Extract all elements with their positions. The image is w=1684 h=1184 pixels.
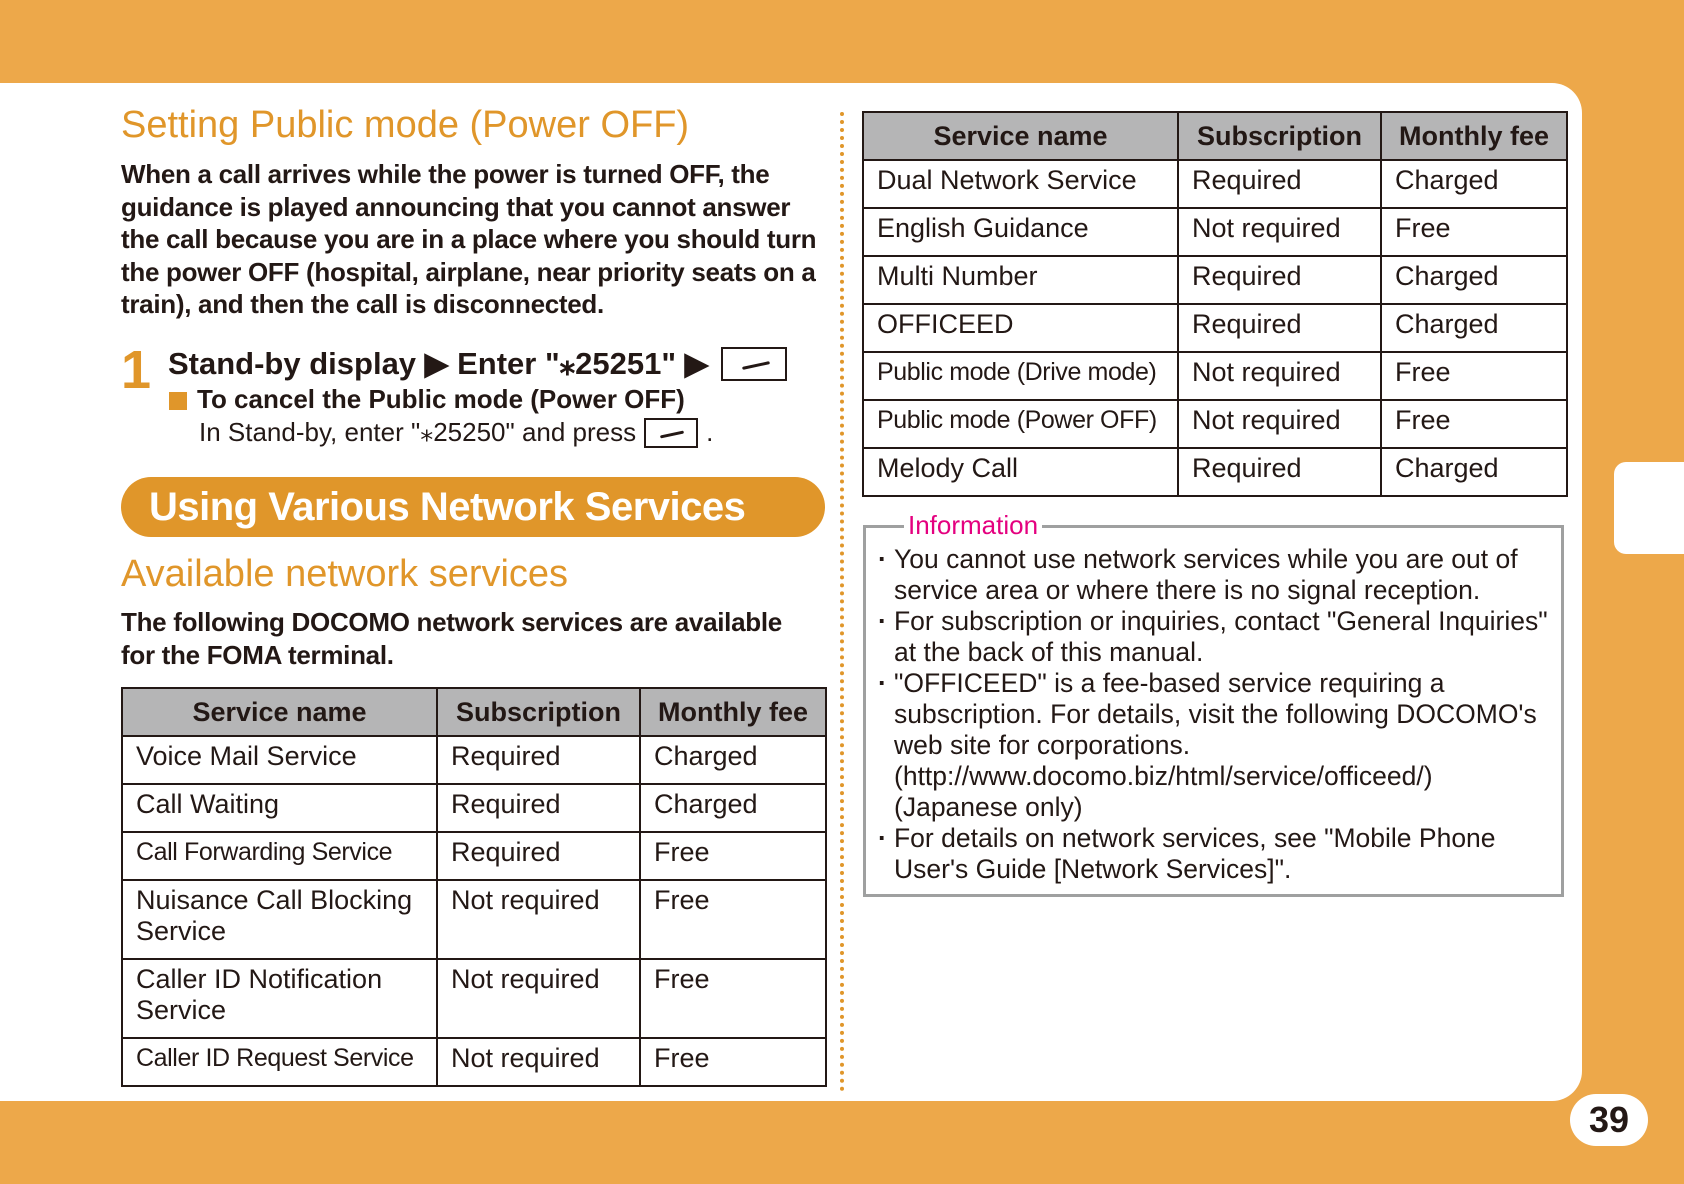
subscription: Required: [437, 736, 640, 784]
service-name: Multi Number: [863, 256, 1178, 304]
monthly-fee: Charged: [1381, 448, 1567, 496]
list-item: · For subscription or inquiries, contact "General Inquiries" at the back of this manual.: [878, 606, 1558, 668]
table-row: [122, 832, 826, 880]
information-list: [878, 544, 1558, 885]
list-item: · You cannot use network services while you are out of service area or where there is no signal reception.: [878, 544, 1558, 606]
header-subscription: Subscription: [1178, 112, 1381, 160]
table-row: [863, 352, 1567, 400]
monthly-fee: Free: [1381, 400, 1567, 448]
table-row: [122, 784, 826, 832]
square-bullet-icon: [169, 392, 187, 410]
monthly-fee: Free: [640, 1038, 826, 1086]
subscription: Required: [1178, 304, 1381, 352]
column-divider: [840, 112, 844, 1092]
subscription: Not required: [437, 1038, 640, 1086]
header-service-name: Service name: [863, 112, 1178, 160]
call-key-icon: [644, 418, 698, 448]
available-services-description: The following DOCOMO network services are available for the FOMA terminal.: [121, 607, 782, 670]
service-name: OFFICEED: [863, 304, 1178, 352]
table-row: [863, 160, 1567, 208]
services-table-left: [121, 687, 827, 1087]
table-row: [863, 400, 1567, 448]
monthly-fee: Free: [640, 959, 826, 1038]
monthly-fee: Free: [1381, 352, 1567, 400]
step-text: Stand-by display ▶ Enter "⁎25251" ▶: [168, 346, 709, 381]
subscription: Required: [1178, 448, 1381, 496]
list-item: · "OFFICEED" is a fee-based service requiring a subscription. For details, visit the following DOCOMO's web site for corporations. (http://www.docomo.biz/html/service/officeed/) (Japanese only): [878, 668, 1558, 823]
cancel-title: To cancel the Public mode (Power OFF): [169, 384, 685, 415]
subscription: Not required: [1178, 352, 1381, 400]
subscription: Required: [437, 832, 640, 880]
table-row: [122, 1038, 826, 1086]
header-subscription: Subscription: [437, 688, 640, 736]
chapter-side-tab: [1614, 462, 1684, 554]
information-title: Information: [904, 510, 1042, 541]
monthly-fee: Free: [640, 832, 826, 880]
step-number: 1: [121, 340, 152, 400]
section-banner: Using Various Network Services: [121, 477, 825, 537]
monthly-fee: Charged: [640, 784, 826, 832]
service-name: Call Forwarding Service: [122, 832, 437, 880]
call-key-icon: [721, 347, 787, 381]
cancel-instruction: In Stand-by, enter "⁎25250" and press .: [199, 417, 714, 447]
table-header-row: [863, 112, 1567, 160]
service-name: Caller ID Request Service: [122, 1038, 437, 1086]
table-row: [863, 256, 1567, 304]
service-name: Public mode (Power OFF): [863, 400, 1178, 448]
table-row: [122, 880, 826, 959]
monthly-fee: Charged: [1381, 256, 1567, 304]
header-monthly-fee: Monthly fee: [1381, 112, 1567, 160]
subscription: Not required: [437, 880, 640, 959]
service-name: Caller ID Notification Service: [122, 959, 437, 1038]
table-row: [122, 736, 826, 784]
available-services-heading: Available network services: [121, 553, 569, 595]
services-table-right: [862, 111, 1568, 497]
service-name: Nuisance Call Blocking Service: [122, 880, 437, 959]
monthly-fee: Free: [640, 880, 826, 959]
service-name: English Guidance: [863, 208, 1178, 256]
table-row: [122, 959, 826, 1038]
list-item: · For details on network services, see "Mobile Phone User's Guide [Network Services]".: [878, 823, 1558, 885]
subscription: Required: [437, 784, 640, 832]
service-name: Voice Mail Service: [122, 736, 437, 784]
table-header-row: [122, 688, 826, 736]
monthly-fee: Charged: [1381, 160, 1567, 208]
subscription: Required: [1178, 160, 1381, 208]
table-row: [863, 448, 1567, 496]
public-mode-description: When a call arrives while the power is turned OFF, the guidance is played announcing that you cannot answer the call because you are in a place where you should turn the power OFF (hospital, airplane, near priority seats on a train), and then the call is disconnected.: [121, 159, 817, 319]
header-service-name: Service name: [122, 688, 437, 736]
service-name: Call Waiting: [122, 784, 437, 832]
monthly-fee: Free: [1381, 208, 1567, 256]
page-number: 39: [1570, 1094, 1648, 1146]
monthly-fee: Charged: [640, 736, 826, 784]
service-name: Melody Call: [863, 448, 1178, 496]
service-name: Dual Network Service: [863, 160, 1178, 208]
service-name: Public mode (Drive mode): [863, 352, 1178, 400]
subscription: Not required: [1178, 400, 1381, 448]
subscription: Required: [1178, 256, 1381, 304]
monthly-fee: Charged: [1381, 304, 1567, 352]
information-box: [863, 510, 1564, 897]
table-row: [863, 208, 1567, 256]
table-row: [863, 304, 1567, 352]
step-instruction: [168, 346, 787, 382]
subscription: Not required: [1178, 208, 1381, 256]
subscription: Not required: [437, 959, 640, 1038]
public-mode-heading: Setting Public mode (Power OFF): [121, 104, 690, 146]
header-monthly-fee: Monthly fee: [640, 688, 826, 736]
